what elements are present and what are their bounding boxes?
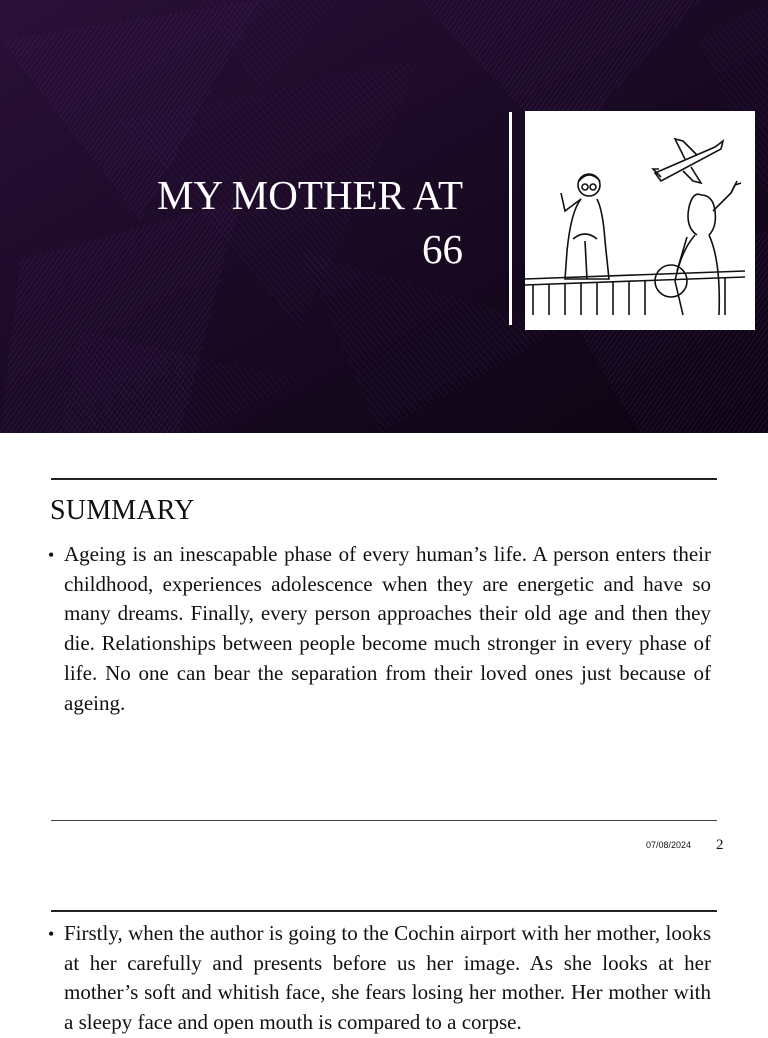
slide-date: 07/08/2024 [646,840,692,850]
bullet-icon: • [48,545,55,565]
page-number: 2 [716,837,724,853]
footer-rule [51,820,717,821]
vertical-divider [509,112,512,325]
title-slide [0,0,768,433]
summary-paragraph: Ageing is an inescapable phase of every human’s life. A person enters their childhood, experiences adolescence when they are energetic and have so many dreams. Finally, every person approaches their old age and then they die. Relationships between people become much stronger in every phase of life. No one can bear the separation from their loved ones just because of ageing. [64,542,711,715]
mother-waving-at-airport-illustration-icon [525,111,755,330]
slide3-top-rule [51,910,717,912]
summary-bullet [48,540,711,718]
top-rule [51,478,717,480]
summary-heading: SUMMARY [50,495,195,526]
slide3-bullet [48,919,711,1038]
title-line-1: MY MOTHER AT [157,172,463,218]
illustration-picture [525,111,755,330]
slide-title [83,168,463,276]
title-line-2: 66 [422,226,463,272]
bullet-icon: • [48,924,55,944]
slide3-paragraph: Firstly, when the author is going to the Cochin airport with her mother, looks at her carefully and presents before us her image. As she looks at her mother’s soft and whitish face, she fears losing her mother. Her mother with a sleepy face and open mouth is compared to a corpse. [64,921,711,1035]
